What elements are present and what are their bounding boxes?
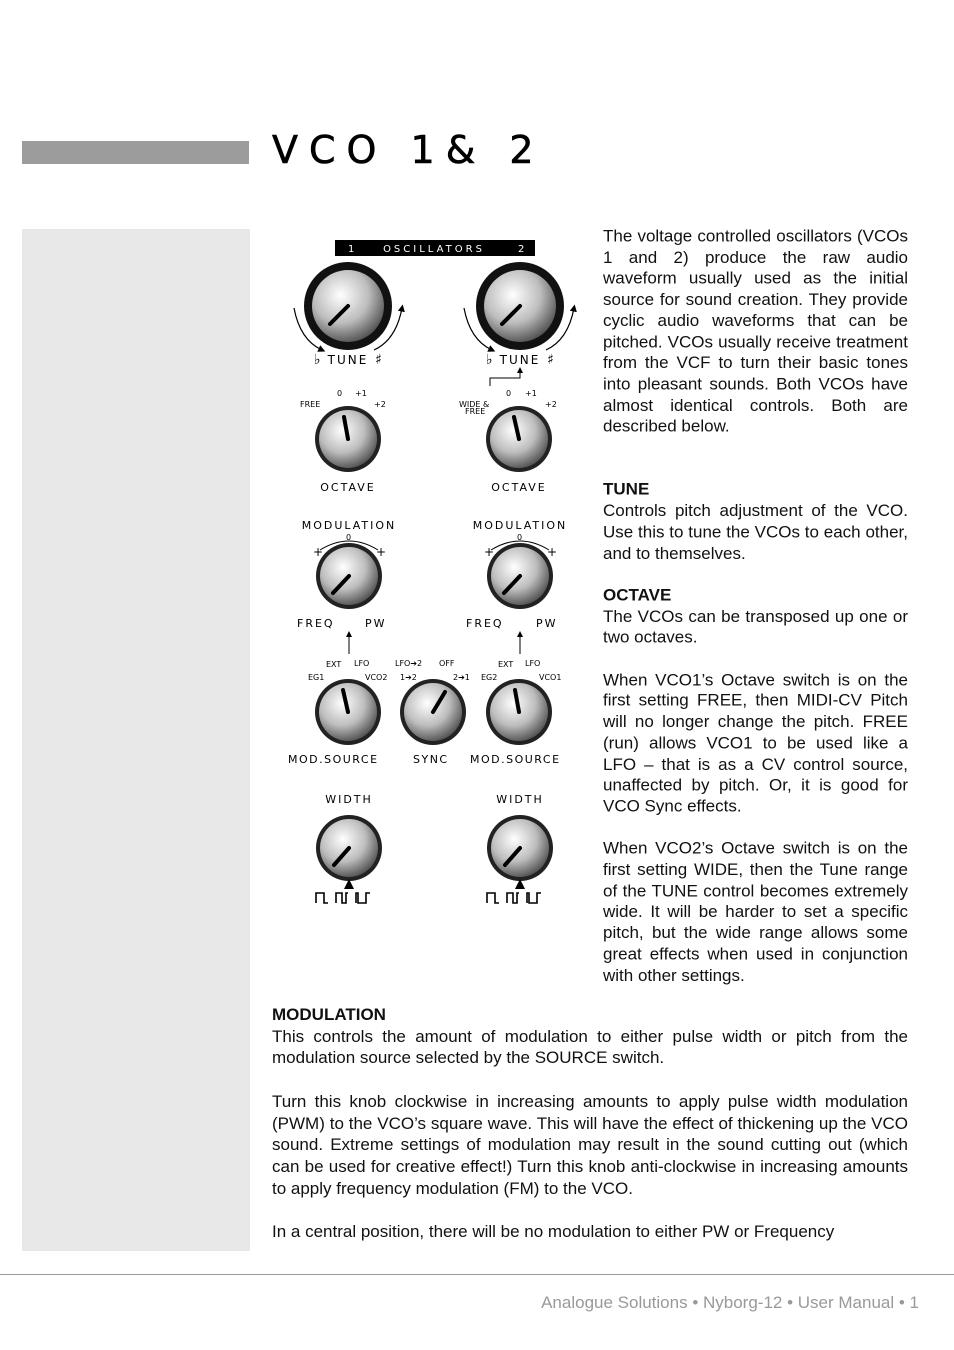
octave-left-plus1: +1	[355, 389, 367, 398]
sync-two-one: 2➔1	[453, 673, 470, 682]
wide-bracket	[490, 370, 520, 386]
mod-source-knob-right[interactable]	[486, 679, 552, 745]
header-left: 1	[348, 244, 355, 255]
width-knob-right[interactable]	[487, 815, 553, 881]
freq-label-left: FREQ	[297, 617, 335, 630]
mod-source-left-vco2: VCO2	[365, 673, 388, 682]
mod-source-left-eg1: EG1	[308, 673, 325, 682]
header-right: 2	[518, 244, 525, 255]
mod-source-label-right: MOD.SOURCE	[470, 753, 561, 766]
octave-right-wide: WIDE &	[459, 400, 490, 409]
sync-lfo2: LFO➔2	[395, 659, 423, 668]
mod-plus-left-l: +	[313, 545, 324, 559]
pulse-wave-icon-right	[487, 893, 541, 903]
mod-source-left-ext: EXT	[326, 660, 342, 669]
tune-paragraph: Controls pitch adjustment of the VCO. Use this to tune the VCOs to each other, and to themselves.	[603, 501, 908, 563]
lower-body-text	[272, 1004, 908, 1243]
vco-panel-figure	[282, 236, 588, 916]
pwm-paragraph: Turn this knob clockwise in increasing amounts to apply pulse width modulation (PWM) to the VCO’s square wave. This will have the effect of thickening up the VCO sound. Extreme settings of modulation may result in the sound cutting out (which can be used for creative effect!) Turn this knob anti-clockwise in increasing amounts to apply frequency modulation (FM) to the VCO.	[272, 1091, 908, 1198]
tune-label-right: TUNE	[499, 353, 541, 367]
octave-left-free: FREE	[300, 400, 321, 409]
octave-right-plus2: +2	[545, 400, 557, 409]
vco1-paragraph: When VCO1’s Octave switch is on the first setting FREE, then MIDI-CV Pitch will no longer change the pitch. FREE (run) allows VCO1 to be used like a LFO – that is as a CV control source, unaffected by pitch. Or, it is good for VCO Sync effects.	[603, 670, 908, 816]
modulation-knob-right[interactable]	[487, 543, 553, 609]
octave-right-plus1: +1	[525, 389, 537, 398]
footer-rule	[0, 1274, 954, 1275]
sidebar-panel	[22, 229, 250, 1251]
mod-source-right-vco1: VCO1	[539, 673, 562, 682]
sharp-symbol-right: ♯	[547, 352, 554, 368]
intro-paragraph: The voltage controlled oscillators (VCOs 1 and 2) produce the raw audio waveform usually used as the initial source for sound creation. They provide cyclic audio waveforms that can be pitched. VCOs usually receive treatment from the VCF to turn their basic tones into pleasant sounds. Both VCOs have almost identical controls. Both are described below.	[603, 226, 908, 436]
mod-zero-right: 0	[517, 533, 523, 542]
footer-text: Analogue Solutions • Nyborg-12 • User Manual • 1	[541, 1293, 919, 1312]
pulse-wave-icon-left	[316, 893, 370, 903]
tune-knob-right[interactable]	[476, 262, 564, 350]
header-label: OSCILLATORS	[383, 244, 485, 255]
sync-knob[interactable]	[400, 679, 466, 745]
sync-one-two: 1➔2	[400, 673, 417, 682]
octave-paragraph: The VCOs can be transposed up one or two octaves.	[603, 607, 908, 647]
sharp-symbol-left: ♯	[375, 352, 382, 368]
octave-left-zero: 0	[337, 389, 343, 398]
pw-label-right: PW	[536, 617, 558, 630]
octave-knob-left[interactable]	[315, 406, 381, 472]
mod-plus-right-l: +	[484, 545, 495, 559]
flat-symbol-right: ♭	[486, 352, 493, 368]
modulation-label-right: MODULATION	[472, 519, 568, 532]
mod-plus-right-r: +	[547, 545, 558, 559]
width-label-left: WIDTH	[325, 793, 373, 806]
octave-knob-right[interactable]	[486, 406, 552, 472]
octave-label-right: OCTAVE	[491, 481, 547, 494]
mod-zero-left: 0	[346, 533, 352, 542]
tune-heading: TUNE	[603, 480, 650, 499]
mod-plus-left-r: +	[376, 545, 387, 559]
modulation-heading: MODULATION	[272, 1005, 386, 1024]
mod-source-right-ext: EXT	[498, 660, 514, 669]
tune-knob-left[interactable]	[304, 262, 392, 350]
mod-source-left-lfo: LFO	[354, 659, 370, 668]
octave-label-left: OCTAVE	[320, 481, 376, 494]
modulation-label-left: MODULATION	[301, 519, 397, 532]
flat-symbol-left: ♭	[314, 352, 321, 368]
tune-label-left: TUNE	[327, 353, 369, 367]
width-label-right: WIDTH	[496, 793, 544, 806]
vco2-paragraph: When VCO2’s Octave switch is on the first setting WIDE, then the Tune range of the TUNE control becomes extremely wide. It will be harder to set a specific pitch, but the wide range allows some great effects when used in conjunction with other settings.	[603, 839, 908, 985]
modulation-paragraph: This controls the amount of modulation to either pulse width or pitch from the modulation source selected by the SOURCE switch.	[272, 1026, 908, 1068]
mod-source-right-eg2: EG2	[481, 673, 498, 682]
octave-right-zero: 0	[506, 389, 512, 398]
mod-source-right-lfo: LFO	[525, 659, 541, 668]
right-text-column	[603, 226, 908, 986]
freq-label-right: FREQ	[466, 617, 504, 630]
sync-label: SYNC	[413, 753, 449, 766]
sync-off: OFF	[439, 659, 455, 668]
modulation-knob-left[interactable]	[316, 543, 382, 609]
pw-label-left: PW	[365, 617, 387, 630]
central-paragraph: In a central position, there will be no modulation to either PW or Frequency	[272, 1222, 835, 1241]
octave-left-plus2: +2	[374, 400, 386, 409]
page-title: VCO 1& 2	[272, 128, 545, 172]
octave-heading: OCTAVE	[603, 585, 672, 605]
width-knob-left[interactable]	[316, 815, 382, 881]
title-bar	[22, 141, 249, 164]
mod-source-knob-left[interactable]	[315, 679, 381, 745]
octave-right-free: FREE	[465, 407, 486, 416]
mod-source-label-left: MOD.SOURCE	[288, 753, 379, 766]
